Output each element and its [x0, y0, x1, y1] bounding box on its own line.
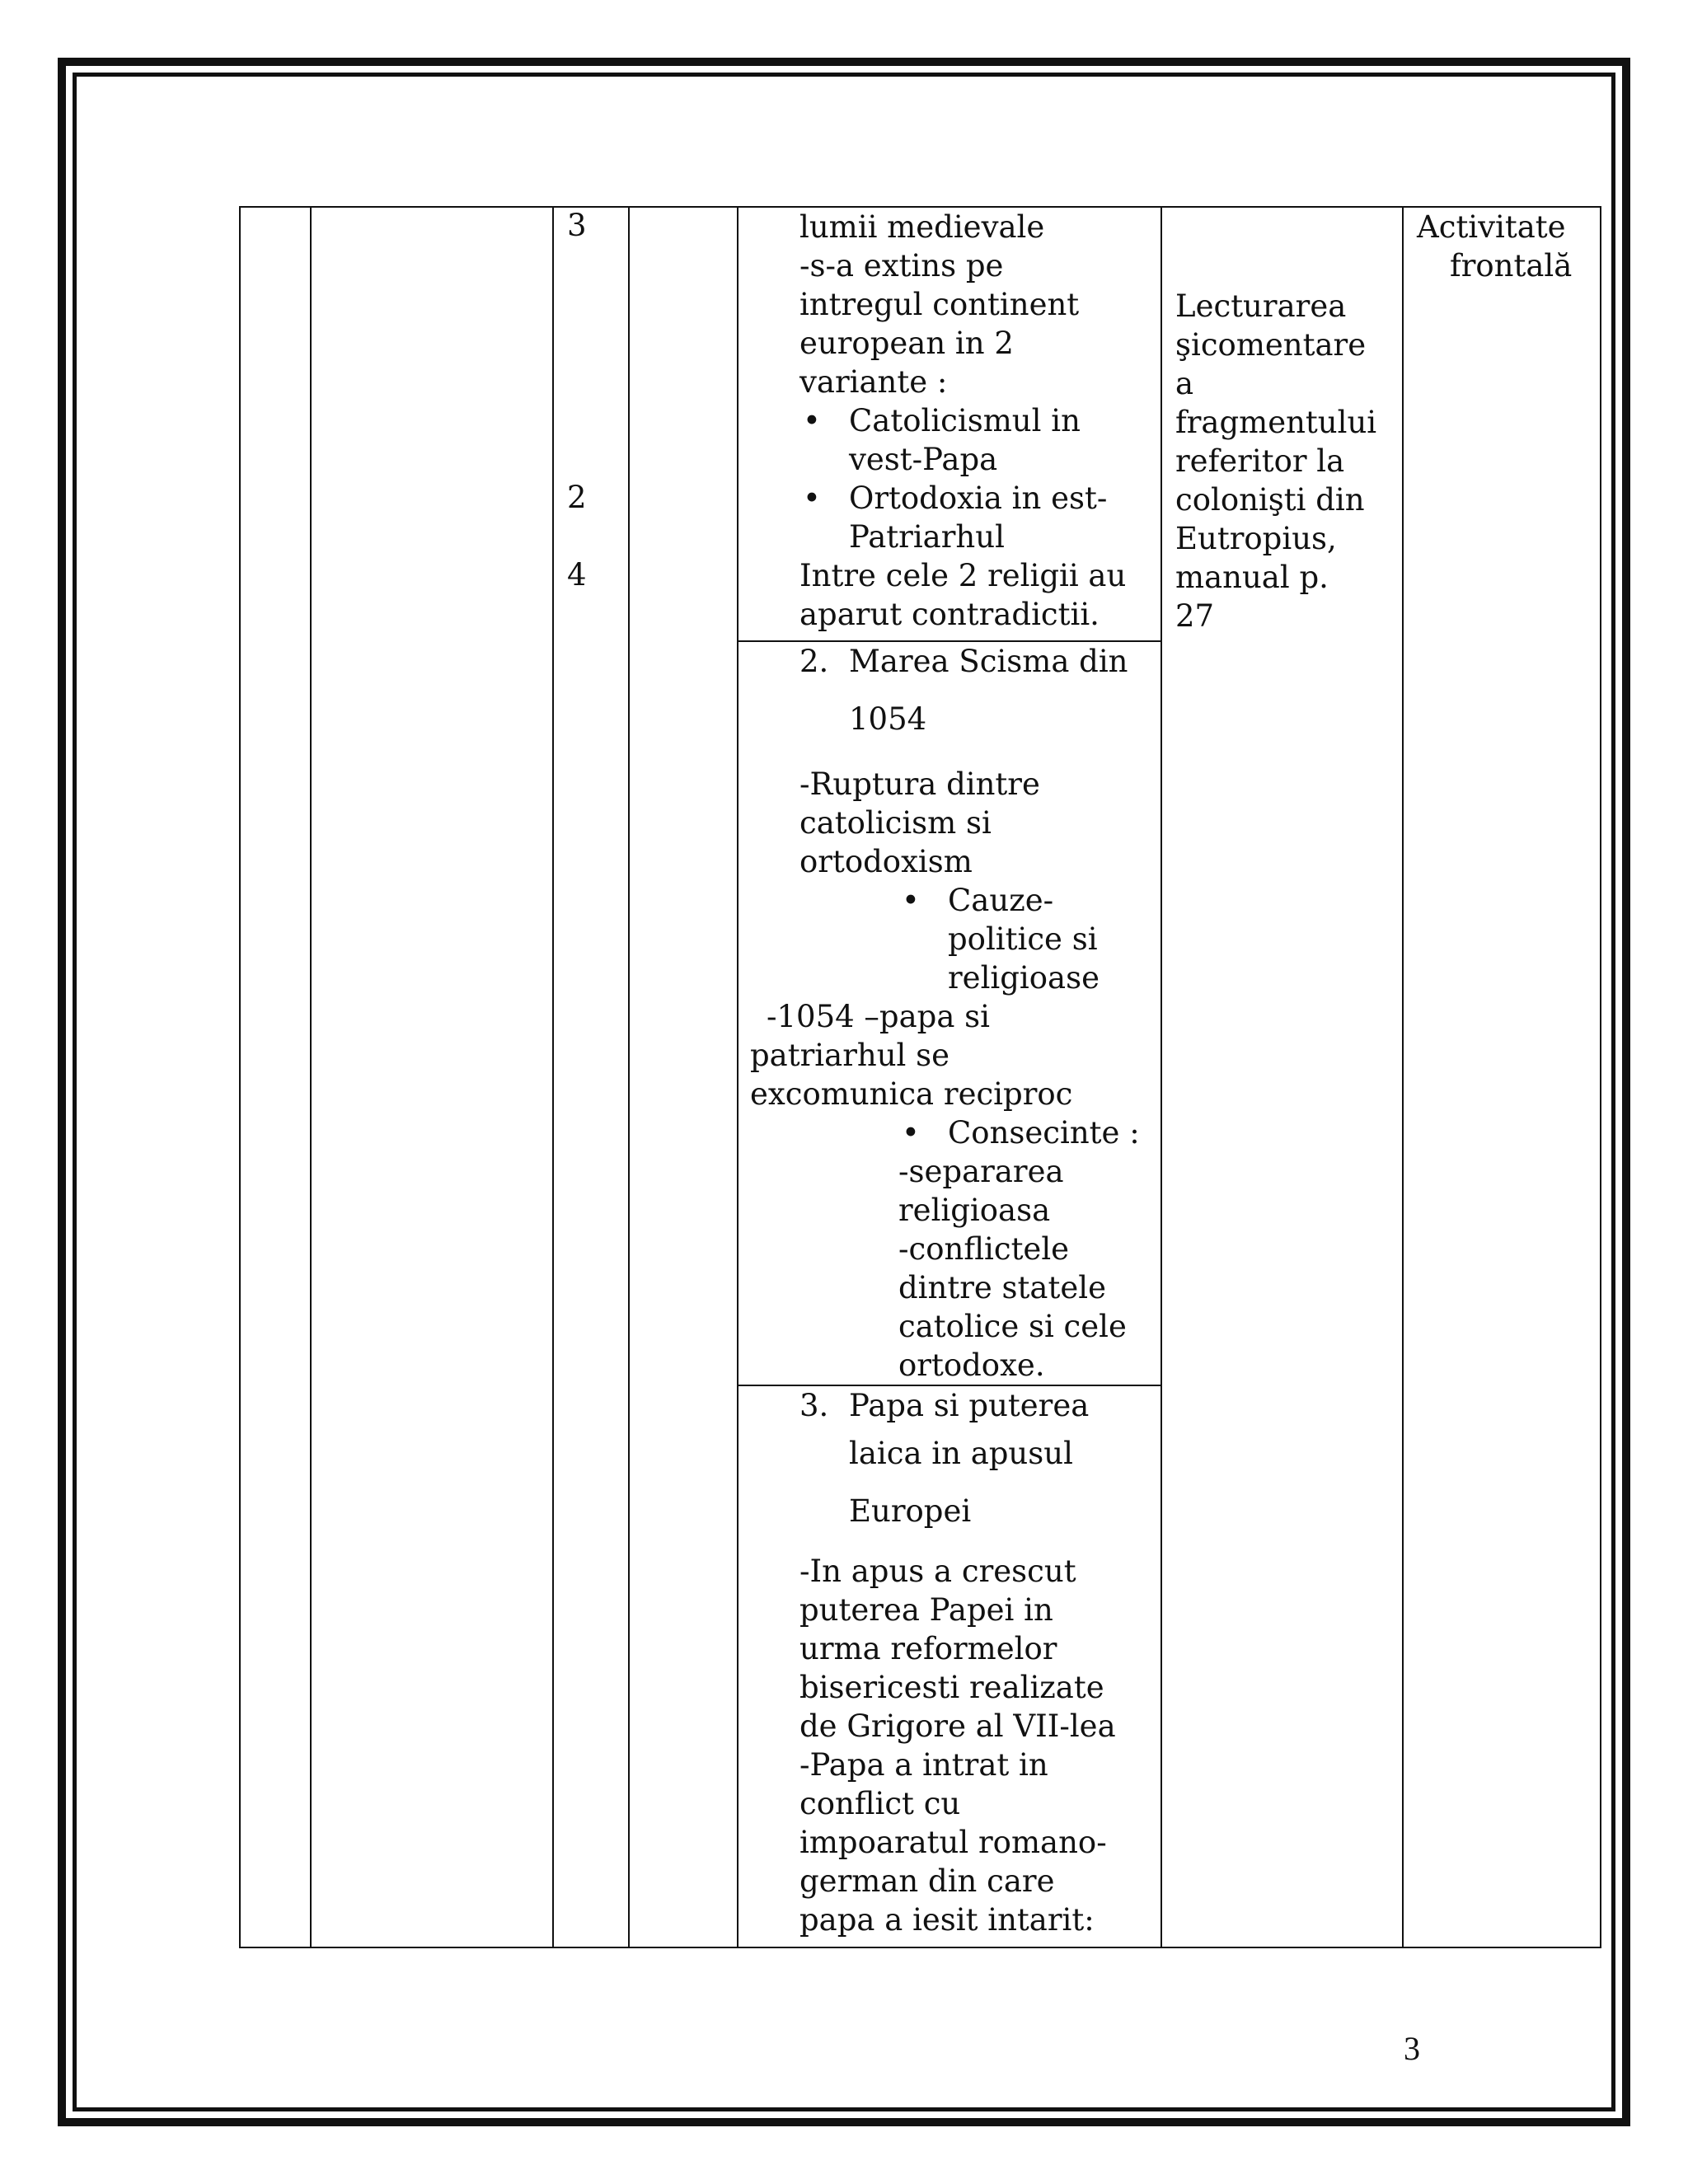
- empty-cell: [311, 207, 553, 1947]
- lesson-plan-table: [239, 206, 1601, 1948]
- text-line: 27: [1175, 598, 1215, 634]
- organization-cell: [1403, 207, 1601, 1947]
- content-cell-continuation: [738, 207, 1161, 641]
- bullet-item: [799, 401, 1156, 479]
- text-line: urma reformelor: [799, 1631, 1057, 1666]
- bullet-text: religioase: [948, 960, 1100, 996]
- bullet-item: [898, 881, 1156, 997]
- text-line: Intre cele 2 religii au: [799, 558, 1127, 593]
- table-row: [240, 207, 1601, 641]
- text-line: ortodoxe.: [898, 1347, 1045, 1383]
- time-number: 3: [567, 208, 587, 243]
- text-line: -s-a extins pe: [799, 248, 1004, 284]
- heading-line: Papa si puterea: [849, 1388, 1090, 1423]
- text-line: -1054 –papa si: [767, 999, 990, 1034]
- heading-line: Europei: [849, 1493, 972, 1529]
- text-line: dintre statele: [898, 1270, 1106, 1305]
- text-line: puterea Papei in: [799, 1592, 1053, 1628]
- text-line: frontală: [1450, 248, 1573, 284]
- bullet-text: • Catolicismul in: [849, 403, 1081, 438]
- item-number: 2.: [799, 644, 829, 679]
- heading-line: 1054: [849, 701, 927, 737]
- heading-line: Marea Scisma din: [849, 644, 1128, 679]
- text-line: european in 2: [799, 326, 1014, 361]
- text-line: conflict cu: [799, 1786, 961, 1821]
- bullet-text: Patriarhul: [849, 519, 1005, 555]
- page-number: 3: [1404, 2030, 1420, 2067]
- text-line: -Papa a intrat in: [799, 1747, 1048, 1783]
- text-line: fragmentului: [1175, 405, 1377, 440]
- text-line: aparut contradictii.: [799, 597, 1100, 632]
- text-line: Eutropius,: [1175, 521, 1337, 556]
- text-line: lumii medievale: [799, 209, 1045, 245]
- nested-list: [799, 1113, 1156, 1385]
- text-line: colonişti din: [1175, 482, 1365, 518]
- text-line: catolicism si: [799, 805, 992, 841]
- text-line: variante :: [799, 364, 948, 400]
- method-cell: [1161, 207, 1403, 1947]
- text-line: intregul continent: [799, 287, 1080, 322]
- bullet-text: • Consecinte :: [948, 1115, 1140, 1151]
- nested-list: [799, 881, 1156, 997]
- item-number: 3.: [799, 1388, 829, 1423]
- numbered-heading: [799, 642, 1156, 748]
- text-line: referitor la: [1175, 443, 1345, 479]
- bullet-text: • Ortodoxia in est-: [849, 480, 1108, 516]
- bullet-text: • Cauze-: [948, 883, 1054, 918]
- heading-line: laica in apusul: [849, 1436, 1073, 1471]
- empty-cell: [240, 207, 311, 1947]
- text-line: a: [1175, 366, 1194, 401]
- text-line: Activitate: [1417, 209, 1566, 245]
- empty-cell: [629, 207, 738, 1947]
- numbered-heading: [799, 1386, 1156, 1540]
- text-line: -separarea: [898, 1154, 1064, 1189]
- text-line: manual p.: [1175, 560, 1329, 595]
- bullet-text: vest-Papa: [849, 442, 998, 477]
- bullet-item: [898, 1113, 1156, 1152]
- text-line: de Grigore al VII-lea: [799, 1708, 1116, 1744]
- time-column: [553, 207, 629, 1947]
- text-line: patriarhul se: [750, 1038, 950, 1073]
- text-line: -Ruptura dintre: [799, 766, 1040, 802]
- time-number: 2: [567, 480, 587, 515]
- content-cell-papa: [738, 1385, 1161, 1947]
- text-line: -In apus a crescut: [799, 1554, 1076, 1589]
- text-line: bisericesti realizate: [799, 1670, 1104, 1705]
- text-line: ortodoxism: [799, 844, 973, 879]
- text-line: german din care: [799, 1863, 1055, 1899]
- text-line: şicomentare: [1175, 327, 1367, 363]
- content-cell-scisma: [738, 641, 1161, 1385]
- text-line: papa a iesit intarit:: [799, 1902, 1095, 1938]
- text-line: catolice si cele: [898, 1309, 1127, 1344]
- text-line: impoaratul romano-: [799, 1825, 1107, 1860]
- bullet-text: politice si: [948, 921, 1098, 957]
- text-line: religioasa: [898, 1193, 1051, 1228]
- text-line: -conflictele: [898, 1231, 1070, 1267]
- text-line: excomunica reciproc: [750, 1076, 1073, 1112]
- bullet-item: [799, 479, 1156, 556]
- text-line: Lecturarea: [1175, 288, 1347, 324]
- time-number: 4: [567, 557, 587, 593]
